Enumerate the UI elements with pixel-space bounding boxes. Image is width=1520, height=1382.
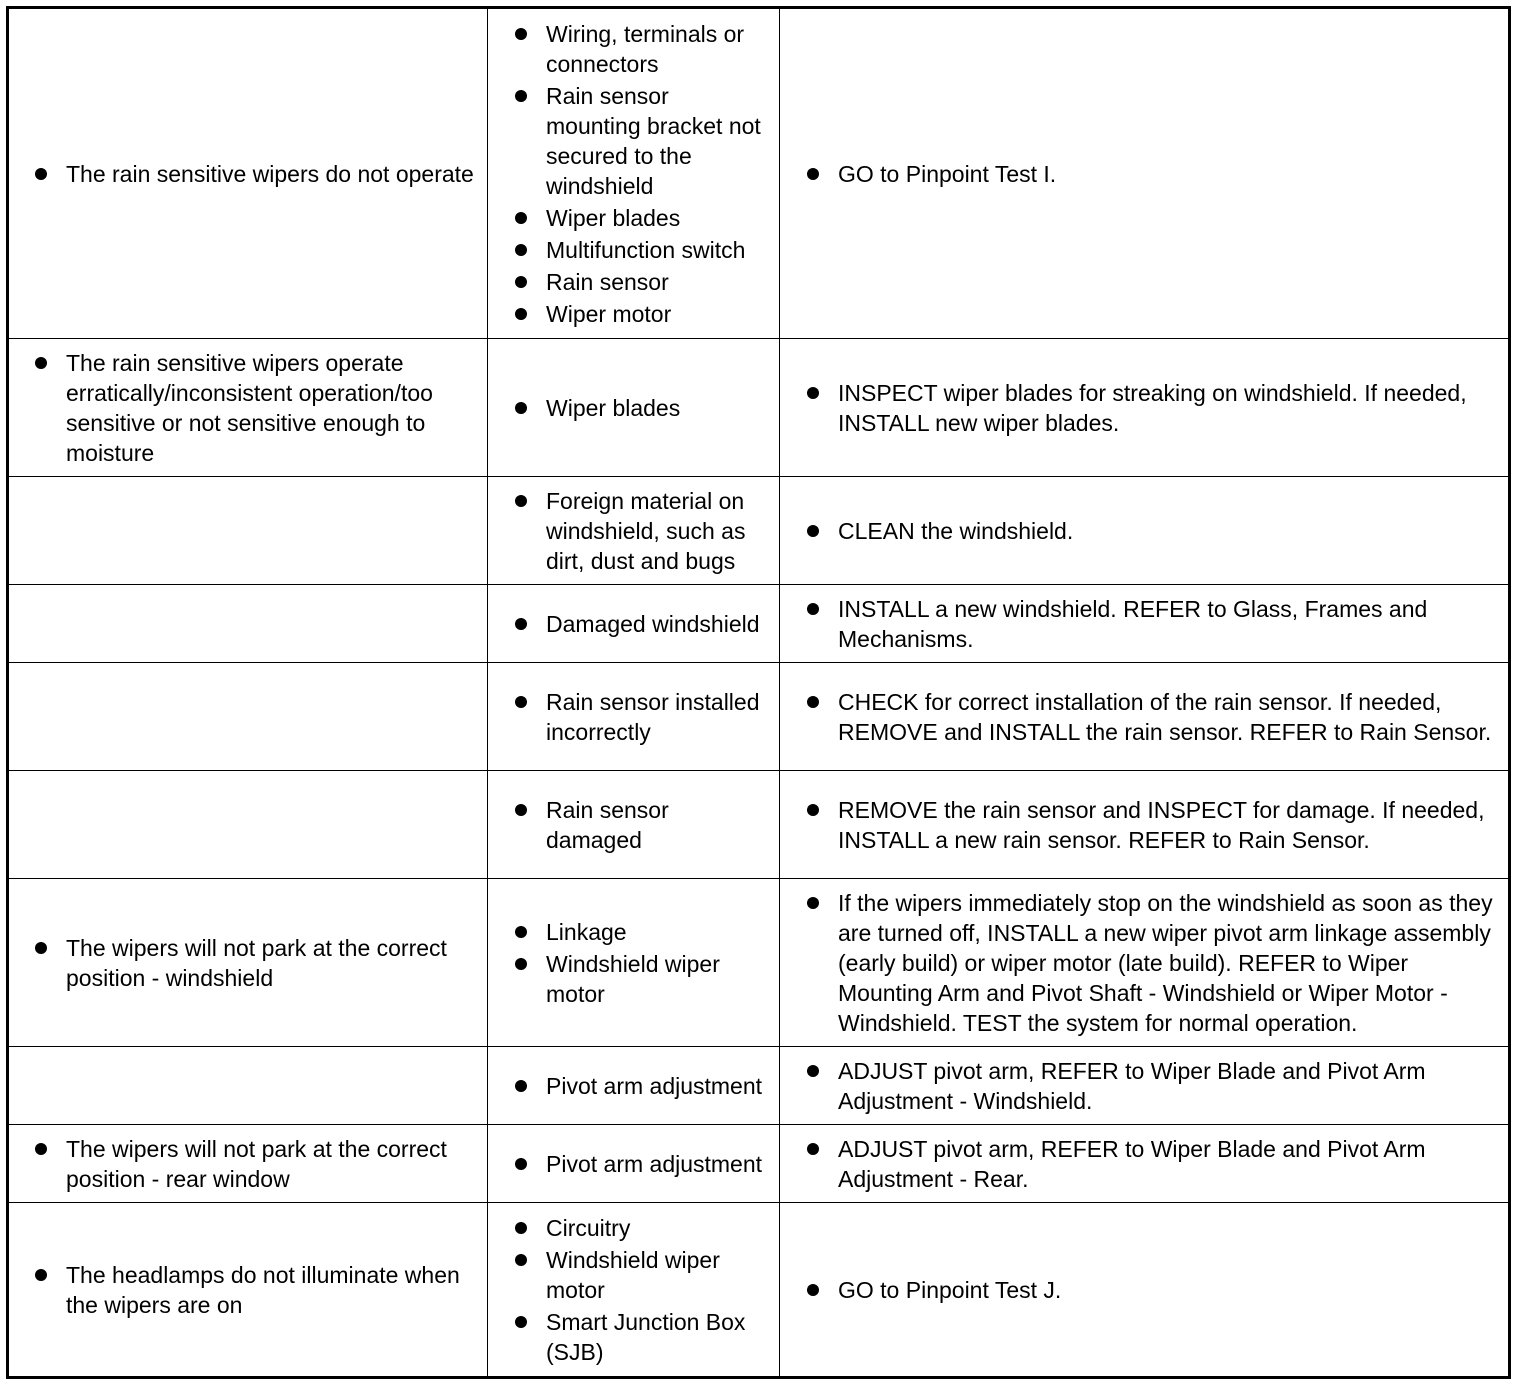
action-item: GO to Pinpoint Test I.	[780, 159, 1508, 189]
cause-item: Multifunction switch	[488, 235, 779, 265]
action-cell	[780, 585, 1510, 663]
bullet-list	[780, 1056, 1508, 1116]
condition-item: The rain sensitive wipers do not operate	[9, 159, 487, 189]
bullet-list	[488, 1071, 779, 1101]
symptom-chart-table	[6, 6, 1511, 1379]
bullet-list	[780, 888, 1508, 1038]
cause-item: Rain sensor mounting bracket not secured to the windshield	[488, 81, 779, 201]
bullet-list	[488, 917, 779, 1009]
table-row	[8, 8, 1510, 339]
action-item: REMOVE the rain sensor and INSPECT for damage. If needed, INSTALL a new rain sensor. REFER to Rain Sensor.	[780, 795, 1508, 855]
bullet-list	[488, 687, 779, 747]
cause-item: Windshield wiper motor	[488, 1245, 779, 1305]
bullet-list	[780, 594, 1508, 654]
cause-item: Damaged windshield	[488, 609, 779, 639]
bullet-list	[488, 486, 779, 576]
condition-cell	[8, 8, 488, 339]
cause-item: Foreign material on windshield, such as dirt, dust and bugs	[488, 486, 779, 576]
action-cell	[780, 771, 1510, 879]
bullet-list	[780, 159, 1508, 189]
bullet-list	[488, 795, 779, 855]
action-cell	[780, 1203, 1510, 1378]
condition-cell	[8, 585, 488, 663]
action-cell	[780, 477, 1510, 585]
condition-cell	[8, 879, 488, 1047]
condition-cell	[8, 1125, 488, 1203]
cause-item: Wiper blades	[488, 203, 779, 233]
condition-item: The wipers will not park at the correct position - windshield	[9, 933, 487, 993]
cause-item: Linkage	[488, 917, 779, 947]
bullet-list	[9, 1260, 487, 1320]
cause-item: Wiring, terminals or connectors	[488, 19, 779, 79]
bullet-list	[488, 1213, 779, 1367]
action-cell	[780, 879, 1510, 1047]
cause-cell	[488, 477, 780, 585]
bullet-list	[780, 378, 1508, 438]
bullet-list	[780, 687, 1508, 747]
action-item: ADJUST pivot arm, REFER to Wiper Blade and Pivot Arm Adjustment - Windshield.	[780, 1056, 1508, 1116]
cause-cell	[488, 1047, 780, 1125]
action-cell	[780, 339, 1510, 477]
bullet-list	[488, 609, 779, 639]
symptom-chart-body	[8, 8, 1510, 1378]
condition-cell	[8, 477, 488, 585]
cause-item: Pivot arm adjustment	[488, 1071, 779, 1101]
cause-item: Pivot arm adjustment	[488, 1149, 779, 1179]
action-cell	[780, 1047, 1510, 1125]
cause-item: Windshield wiper motor	[488, 949, 779, 1009]
cause-item: Rain sensor installed incorrectly	[488, 687, 779, 747]
cause-cell	[488, 663, 780, 771]
cause-item: Smart Junction Box (SJB)	[488, 1307, 779, 1367]
cause-cell	[488, 8, 780, 339]
bullet-list	[488, 393, 779, 423]
table-row	[8, 663, 1510, 771]
bullet-list	[9, 159, 487, 189]
action-item: CHECK for correct installation of the rain sensor. If needed, REMOVE and INSTALL the rain sensor. REFER to Rain Sensor.	[780, 687, 1508, 747]
cause-item: Circuitry	[488, 1213, 779, 1243]
condition-cell	[8, 339, 488, 477]
action-item: CLEAN the windshield.	[780, 516, 1508, 546]
table-row	[8, 1125, 1510, 1203]
bullet-list	[780, 1134, 1508, 1194]
bullet-list	[488, 1149, 779, 1179]
bullet-list	[488, 19, 779, 329]
cause-cell	[488, 1125, 780, 1203]
cause-item: Wiper motor	[488, 299, 779, 329]
bullet-list	[780, 1275, 1508, 1305]
action-item: If the wipers immediately stop on the windshield as soon as they are turned off, INSTALL a new wiper pivot arm linkage assembly (early build) or wiper motor (late build). REFER to Wiper Mounting Arm and Pivot Shaft - Windshield or Wiper Motor - Windshield. TEST the system for normal operation.	[780, 888, 1508, 1038]
table-row	[8, 339, 1510, 477]
cause-item: Rain sensor damaged	[488, 795, 779, 855]
action-cell	[780, 8, 1510, 339]
action-item: INSTALL a new windshield. REFER to Glass, Frames and Mechanisms.	[780, 594, 1508, 654]
cause-cell	[488, 771, 780, 879]
condition-item: The headlamps do not illuminate when the wipers are on	[9, 1260, 487, 1320]
table-row	[8, 1203, 1510, 1378]
condition-cell	[8, 1047, 488, 1125]
table-row	[8, 585, 1510, 663]
condition-item: The rain sensitive wipers operate erratically/inconsistent operation/too sensitive or not sensitive enough to moisture	[9, 348, 487, 468]
bullet-list	[9, 1134, 487, 1194]
table-row	[8, 477, 1510, 585]
table-row	[8, 771, 1510, 879]
cause-item: Rain sensor	[488, 267, 779, 297]
action-item: INSPECT wiper blades for streaking on windshield. If needed, INSTALL new wiper blades.	[780, 378, 1508, 438]
action-cell	[780, 1125, 1510, 1203]
action-item: ADJUST pivot arm, REFER to Wiper Blade and Pivot Arm Adjustment - Rear.	[780, 1134, 1508, 1194]
bullet-list	[780, 516, 1508, 546]
condition-item: The wipers will not park at the correct position - rear window	[9, 1134, 487, 1194]
table-row	[8, 1047, 1510, 1125]
bullet-list	[780, 795, 1508, 855]
cause-item: Wiper blades	[488, 393, 779, 423]
action-cell	[780, 663, 1510, 771]
cause-cell	[488, 339, 780, 477]
condition-cell	[8, 1203, 488, 1378]
condition-cell	[8, 771, 488, 879]
bullet-list	[9, 933, 487, 993]
bullet-list	[9, 348, 487, 468]
table-row	[8, 879, 1510, 1047]
action-item: GO to Pinpoint Test J.	[780, 1275, 1508, 1305]
cause-cell	[488, 879, 780, 1047]
cause-cell	[488, 1203, 780, 1378]
cause-cell	[488, 585, 780, 663]
condition-cell	[8, 663, 488, 771]
